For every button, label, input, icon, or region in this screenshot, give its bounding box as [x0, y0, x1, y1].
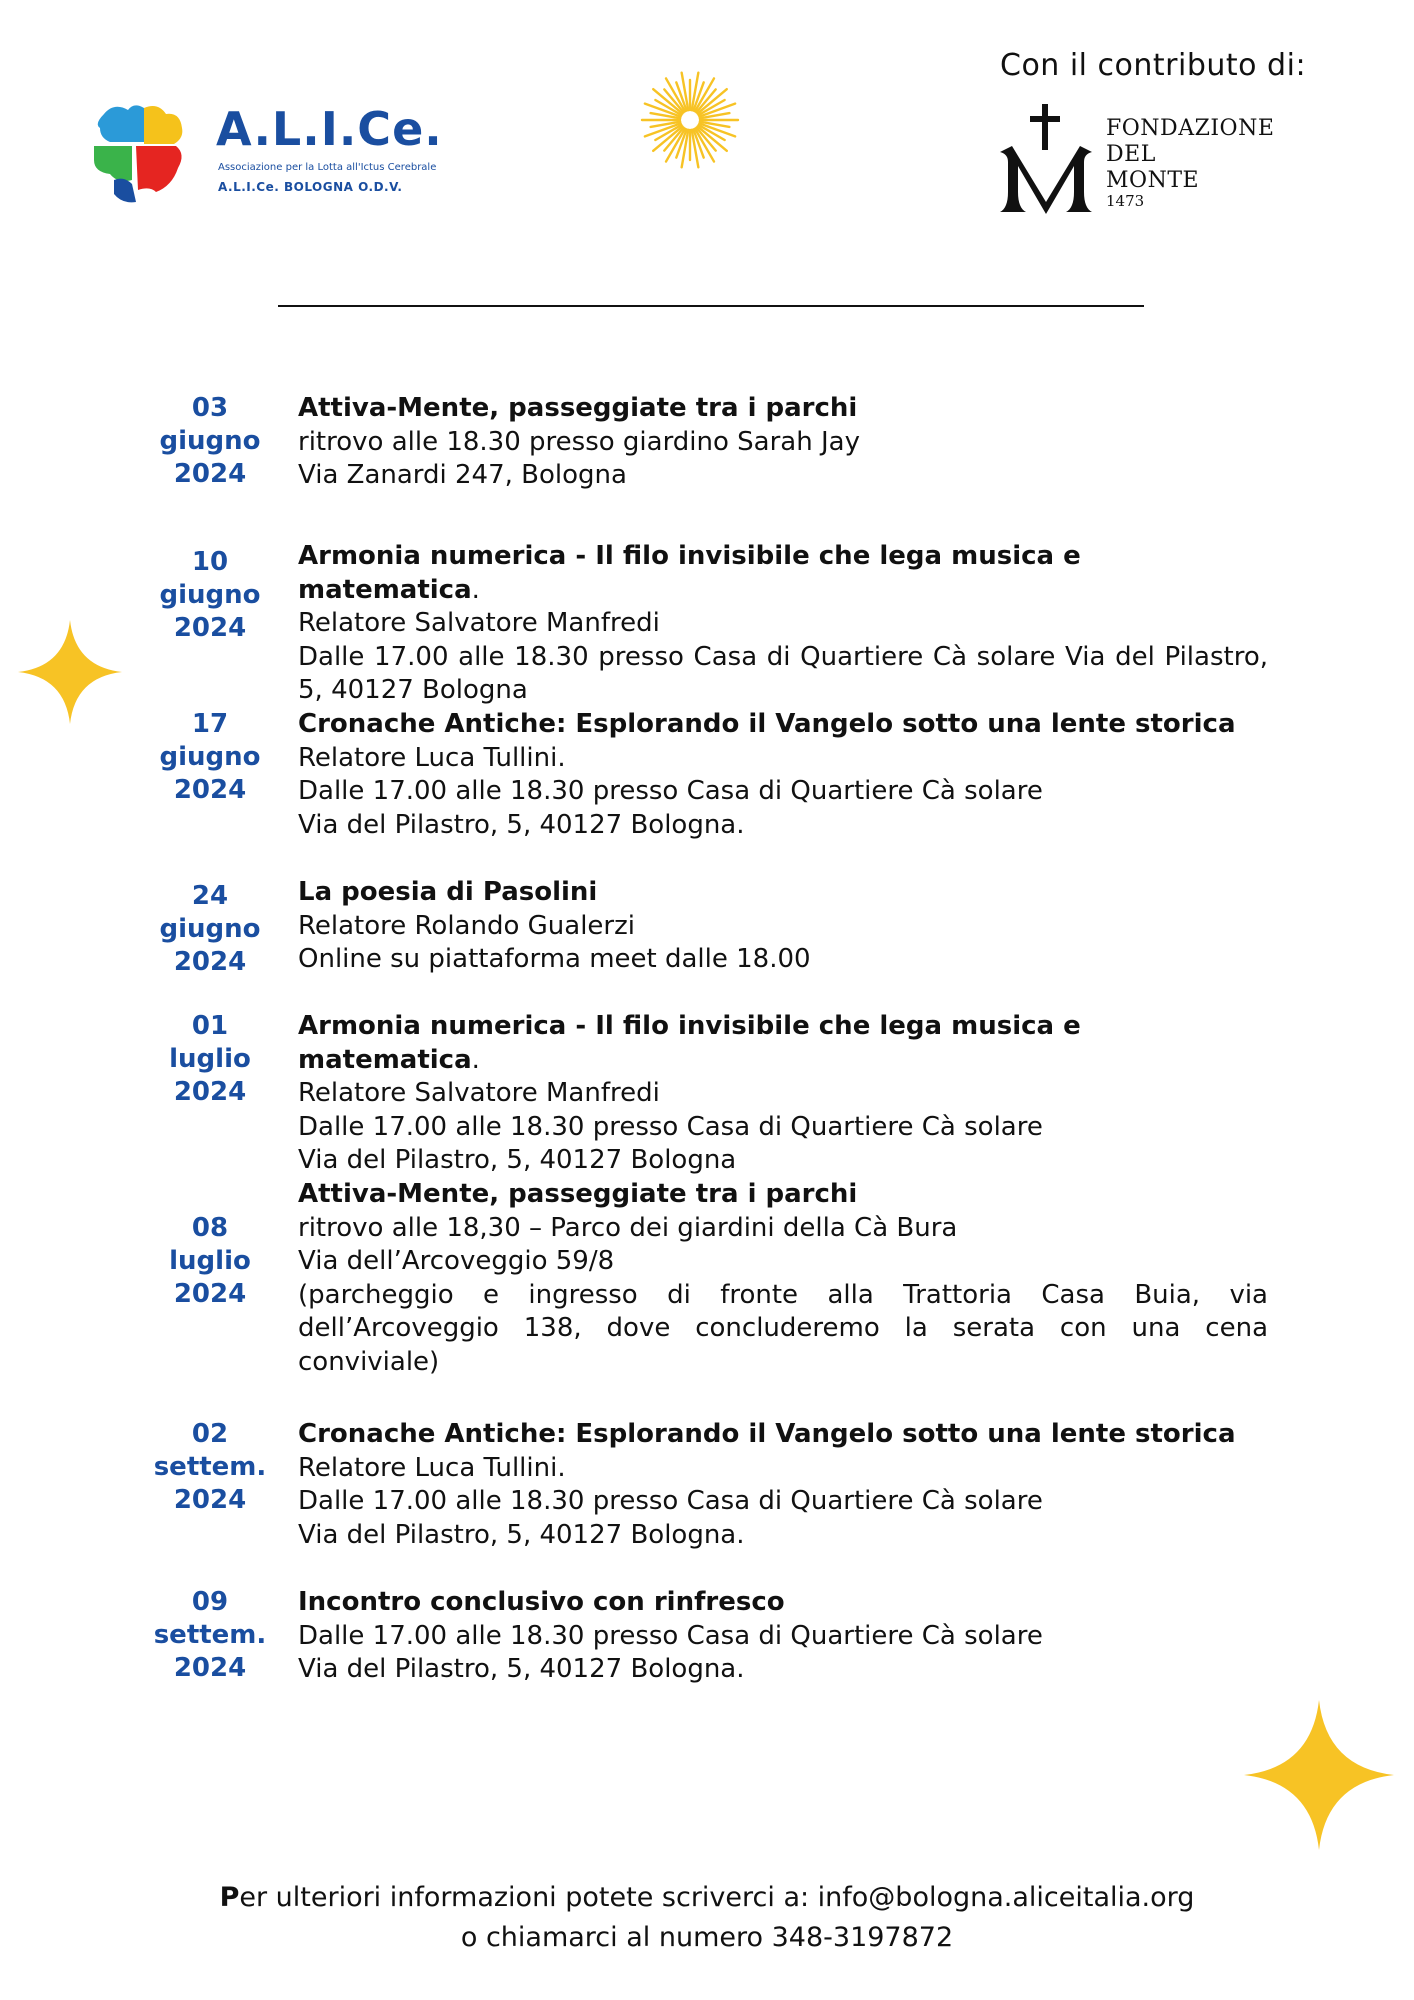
event-details — [298, 1586, 1268, 1687]
event-date — [140, 392, 280, 491]
event-details — [298, 540, 1268, 708]
event-title: La poesia di Pasolini — [298, 877, 598, 907]
sun-icon — [640, 70, 740, 170]
contact-initial: P — [219, 1882, 240, 1913]
event-title: Attiva-Mente, passeggiate tra i parchi — [298, 1179, 858, 1209]
event-month: giugno — [159, 914, 261, 944]
contact-email-text: er ulteriori informazioni potete scriverci a: info@bologna.aliceitalia.org — [239, 1882, 1195, 1913]
contact-line — [0, 1878, 1414, 1918]
event-year: 2024 — [173, 1279, 247, 1309]
event-line: Relatore Salvatore Manfredi — [298, 608, 660, 638]
sponsor-year: 1473 — [1106, 192, 1145, 210]
event-month: luglio — [169, 1044, 251, 1074]
event-line: Relatore Luca Tullini. — [298, 742, 566, 773]
event-title: Cronache Antiche: Esplorando il Vangelo sotto una lente storica — [298, 709, 1236, 739]
event-title-suffix: . — [471, 1044, 480, 1075]
event-title: Cronache Antiche: Esplorando il Vangelo sotto una lente storica — [298, 1419, 1236, 1449]
contact-footer — [0, 1878, 1414, 1958]
event-date — [140, 1212, 280, 1311]
monte-cross-icon — [992, 100, 1102, 220]
event-line: Relatore Rolando Gualerzi — [298, 910, 635, 941]
event-details — [298, 1010, 1268, 1178]
event-details — [298, 1418, 1268, 1552]
event-day: 03 — [191, 393, 229, 423]
event-details — [298, 876, 1268, 977]
event-year: 2024 — [173, 1653, 247, 1683]
event-year: 2024 — [173, 947, 247, 977]
header-divider — [278, 305, 1144, 307]
event-date — [140, 1010, 280, 1109]
sparkle-star-icon — [18, 620, 122, 724]
event-line: Dalle 17.00 alle 18.30 presso Casa di Quartiere Cà solare — [298, 776, 1043, 806]
event-year: 2024 — [173, 459, 247, 489]
event-details — [298, 1178, 1268, 1379]
event-line: Via dell’Arcoveggio 59/8 — [298, 1246, 615, 1276]
event-date — [140, 546, 280, 645]
event-title: Attiva-Mente, passeggiate tra i parchi — [298, 393, 858, 423]
event-line: Dalle 17.00 alle 18.30 presso Casa di Quartiere Cà solare Via del Pilastro, 5, 40127 Bologna — [298, 641, 1268, 705]
event-month: settem. — [153, 1620, 267, 1650]
alice-logo — [86, 100, 466, 210]
event-line: Via del Pilastro, 5, 40127 Bologna. — [298, 1519, 745, 1550]
event-line: (parcheggio e ingresso di fronte alla Trattoria Casa Buia, via dell’Arcoveggio 138, dove concluderemo la serata con una cena conviviale) — [298, 1279, 1268, 1377]
sponsor-name-line2: DEL — [1106, 142, 1156, 167]
puzzle-heart-icon — [86, 100, 206, 210]
contact-phone-text: o chiamarci al numero 348-3197872 — [460, 1922, 954, 1953]
fondazione-del-monte-logo — [992, 100, 1322, 220]
event-day: 24 — [191, 881, 229, 911]
event-day: 08 — [191, 1213, 229, 1243]
event-year: 2024 — [173, 775, 247, 805]
sponsor-name-line3: MONTE — [1106, 168, 1200, 193]
event-line: Via del Pilastro, 5, 40127 Bologna. — [298, 1654, 745, 1684]
event-line: ritrovo alle 18.30 presso giardino Sarah Jay — [298, 426, 860, 457]
event-line: Via Zanardi 247, Bologna — [298, 460, 627, 490]
contribution-label: Con il contributo di: — [1000, 48, 1307, 83]
logo-subtitle: Associazione per la Lotta all'Ictus Cerebrale — [218, 162, 437, 173]
event-month: giugno — [159, 742, 261, 772]
event-day: 17 — [191, 709, 229, 739]
event-date — [140, 1586, 280, 1685]
event-line: Dalle 17.00 alle 18.30 presso Casa di Quartiere Cà solare — [298, 1486, 1043, 1516]
event-date — [140, 1418, 280, 1517]
event-year: 2024 — [173, 1485, 247, 1515]
event-date — [140, 708, 280, 807]
event-title: Armonia numerica - Il filo invisibile che lega musica e matematica — [298, 1011, 1081, 1075]
event-line: Relatore Salvatore Manfredi — [298, 1078, 660, 1108]
event-day: 02 — [191, 1419, 229, 1449]
event-line: Via del Pilastro, 5, 40127 Bologna — [298, 1145, 737, 1175]
event-line: Dalle 17.00 alle 18.30 presso Casa di Quartiere Cà solare — [298, 1111, 1043, 1142]
event-title-suffix: . — [471, 574, 480, 605]
event-details — [298, 708, 1268, 842]
event-title: Armonia numerica - Il filo invisibile che lega musica e matematica — [298, 541, 1081, 605]
sponsor-name-line1: FONDAZIONE — [1106, 116, 1275, 141]
event-day: 09 — [191, 1587, 229, 1617]
logo-branch: A.L.I.Ce. BOLOGNA O.D.V. — [218, 180, 403, 194]
event-day: 01 — [191, 1011, 229, 1041]
event-year: 2024 — [173, 613, 247, 643]
event-line: Relatore Luca Tullini. — [298, 1452, 566, 1483]
event-line: ritrovo alle 18,30 – Parco dei giardini della Cà Bura — [298, 1212, 958, 1243]
event-month: settem. — [153, 1452, 267, 1482]
sparkle-star-icon — [1244, 1700, 1394, 1850]
event-month: giugno — [159, 426, 261, 456]
event-year: 2024 — [173, 1077, 247, 1107]
logo-title: A.L.I.Ce. — [216, 102, 443, 156]
event-date — [140, 880, 280, 979]
event-title: Incontro conclusivo con rinfresco — [298, 1587, 785, 1617]
event-day: 10 — [191, 547, 229, 577]
event-line: Via del Pilastro, 5, 40127 Bologna. — [298, 809, 745, 840]
event-line: Dalle 17.00 alle 18.30 presso Casa di Quartiere Cà solare — [298, 1620, 1043, 1651]
event-details — [298, 392, 1268, 493]
event-line: Online su piattaforma meet dalle 18.00 — [298, 944, 811, 974]
event-month: luglio — [169, 1246, 251, 1276]
event-month: giugno — [159, 580, 261, 610]
